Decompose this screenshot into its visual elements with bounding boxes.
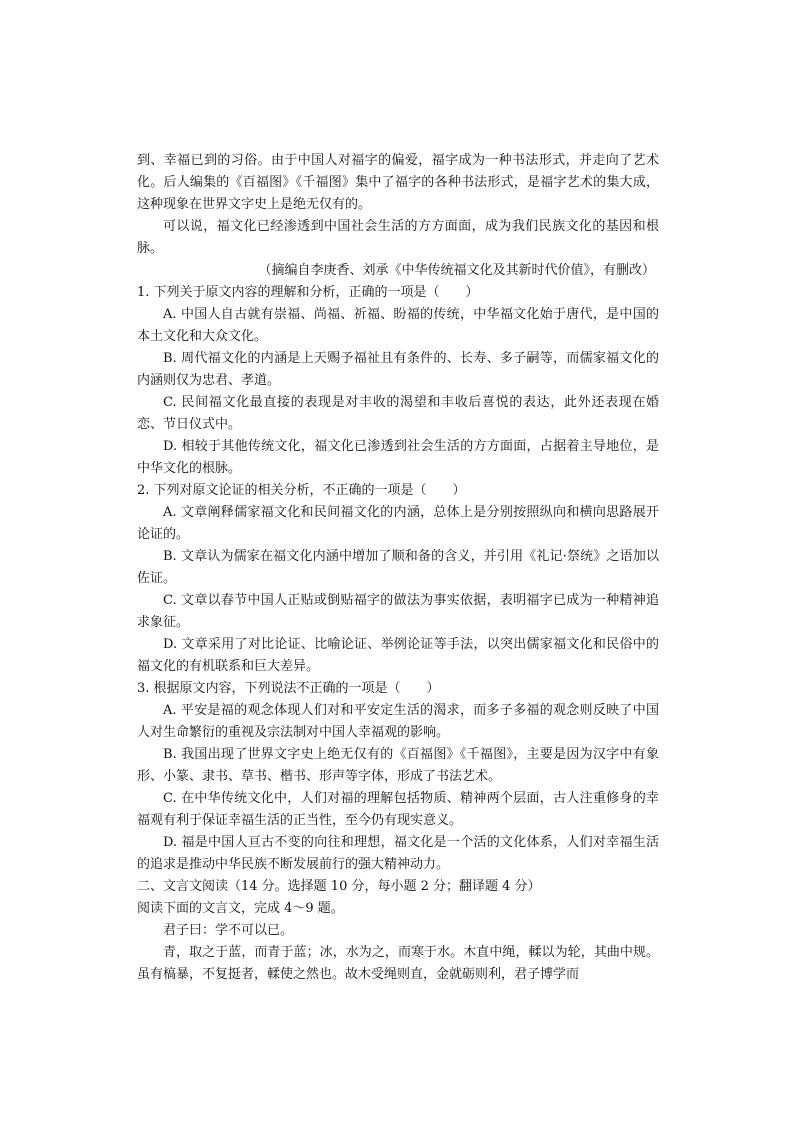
- question-1: [137, 282, 659, 480]
- option-b: B. 周代福文化的内涵是上天赐予福祉且有条件的、长寿、多子嗣等，而儒家福文化的内涵则仅为忠君、孝道。: [137, 351, 659, 388]
- option-c: C. 民间福文化最直接的表现是对丰收的渴望和丰收后喜悦的表达，此外还表现在婚恋、节日仪式中。: [137, 395, 659, 432]
- classical-text-line: 青，取之于蓝，而青于蓝；冰，水为之，而寒于水。木直中绳，輮以为轮，其曲中规。虽有槁暴，不复挺者，輮使之然也。故木受绳则直，金就砺则利，君子博学而: [137, 945, 659, 982]
- question-stem: 2. 下列对原文论证的相关分析，不正确的一项是（ ）: [137, 483, 466, 498]
- passage-paragraph: 到、幸福已到的习俗。由于中国人对福字的偏爱，福字成为一种书法形式，并走向了艺术化。后人编集的《百福图》《千福图》集中了福字的各种书法形式，是福字艺术的集大成，这种现象在世界文字史上是绝无仅有的。: [137, 153, 659, 212]
- option-d: D. 福是中国人亘古不变的向往和理想，福文化是一个活的文化体系，人们对幸福生活的追求是推动中华民族不断发展前行的强大精神动力。: [137, 835, 659, 872]
- option-c: C. 在中华传统文化中，人们对福的理解包括物质、精神两个层面，古人注重修身的幸福观有利于保证幸福生活的正当性，至今仍有现实意义。: [137, 791, 659, 828]
- option-d: D. 文章采用了对比论证、比喻论证、举例论证等手法，以突出儒家福文化和民俗中的福文化的有机联系和巨大差异。: [137, 637, 659, 674]
- passage-paragraph: 可以说，福文化已经渗透到中国社会生活的方方面面，成为我们民族文化的基因和根脉。: [137, 219, 659, 256]
- option-a: A. 平安是福的观念体现人们对和平安定生活的渴求，而多子多福的观念则反映了中国人对生命繁衍的重视及宗法制对中国人幸福观的影响。: [137, 703, 659, 740]
- document-page: [137, 150, 659, 986]
- option-a: A. 文章阐释儒家福文化和民间福文化的内涵，总体上是分别按照纵向和横向思路展开论证的。: [137, 505, 659, 542]
- source-citation: （摘编自李庚香、刘承《中华传统福文化及其新时代价值》，有删改）: [258, 263, 655, 278]
- option-b: B. 我国出现了世界文字史上绝无仅有的《百福图》《千福图》，主要是因为汉字中有象形、小篆、隶书、草书、楷书、形声等字体，形成了书法艺术。: [137, 747, 659, 784]
- option-c: C. 文章以春节中国人正贴或倒贴福字的做法为事实依据，表明福字已成为一种精神追求象征。: [137, 593, 659, 630]
- question-stem: 1. 下列关于原文内容的理解和分析，正确的一项是（ ）: [137, 285, 479, 300]
- option-a: A. 中国人自古就有崇福、尚福、祈福、盼福的传统，中华福文化始于唐代，是中国的本土文化和大众文化。: [137, 307, 659, 344]
- question-stem: 3. 根据原文内容，下列说法不正确的一项是（ ）: [137, 681, 440, 696]
- question-3: [137, 678, 659, 876]
- section-heading: 二、文言文阅读（14 分。选择题 10 分，每小题 2 分；翻译题 4 分）: [137, 879, 541, 894]
- option-d: D. 相较于其他传统文化，福文化已渗透到社会生活的方方面面，占据着主导地位，是中华文化的根脉。: [137, 439, 659, 476]
- section-instruction: 阅读下面的文言文，完成 4～9 题。: [137, 901, 344, 916]
- classical-text-line: 君子曰：学不可以已。: [163, 923, 294, 938]
- option-b: B. 文章认为儒家在福文化内涵中增加了顺和备的含义，并引用《礼记·祭统》之语加以佐证。: [137, 549, 659, 586]
- question-2: [137, 480, 659, 678]
